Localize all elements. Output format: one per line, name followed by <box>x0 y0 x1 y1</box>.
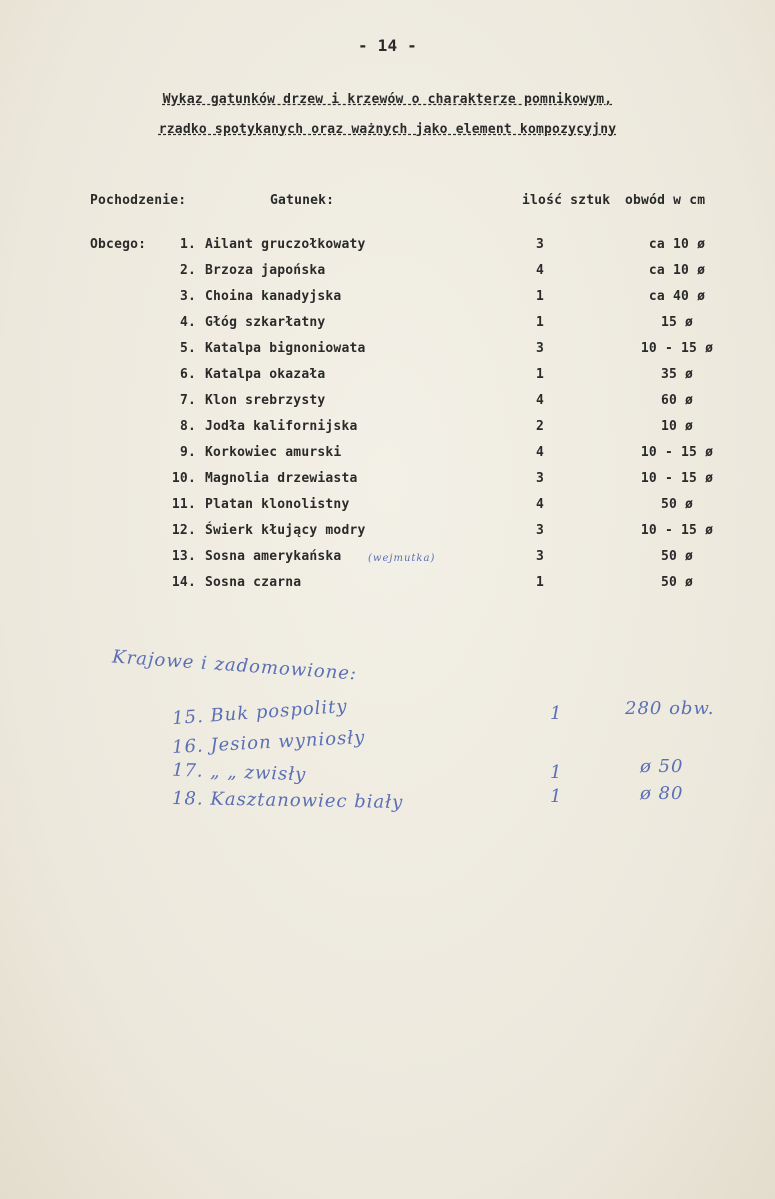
table-row <box>0 471 775 497</box>
row-number: 7. <box>179 393 196 408</box>
tree-count: 2 <box>535 419 545 434</box>
circumference: 50 ø <box>660 549 694 564</box>
row-number: 2. <box>179 263 196 278</box>
header-circumference: obwód w cm <box>625 193 706 208</box>
species-name: Sosna amerykańska <box>205 549 342 564</box>
circumference: ca 40 ø <box>648 289 706 304</box>
row-number: 4. <box>179 315 196 330</box>
row-number: 10. <box>171 471 196 486</box>
circumference: 15 ø <box>660 315 694 330</box>
species-name: Magnolia drzewiasta <box>205 471 358 486</box>
handwritten-row-17: 17. „ „ zwisły <box>171 759 307 786</box>
row-number: 12. <box>171 523 196 538</box>
origin-label: Obcego: <box>90 237 147 252</box>
table-row <box>0 237 775 263</box>
header-origin: Pochodzenie: <box>90 193 187 208</box>
header-species: Gatunek: <box>270 193 335 208</box>
row-number: 13. <box>171 549 196 564</box>
row-number: 8. <box>179 419 196 434</box>
species-name: Jodła kalifornijska <box>205 419 358 434</box>
tree-count: 4 <box>535 445 545 460</box>
handwritten-circ-15: 280 obw. <box>625 698 715 719</box>
table-row <box>0 419 775 445</box>
tree-count: 4 <box>535 263 545 278</box>
row-number: 5. <box>179 341 196 356</box>
tree-count: 3 <box>535 549 545 564</box>
circumference: 60 ø <box>660 393 694 408</box>
tree-count: 4 <box>535 497 545 512</box>
tree-count: 1 <box>535 367 545 382</box>
row-number: 6. <box>179 367 196 382</box>
circumference: 50 ø <box>660 575 694 590</box>
circumference: 10 - 15 ø <box>640 445 714 460</box>
circumference: 35 ø <box>660 367 694 382</box>
table-row <box>0 315 775 341</box>
handwritten-row-16: 16. Jesion wyniosły <box>171 726 366 759</box>
document-title-line-1: Wykaz gatunków drzew i krzewów o charakterze pomnikowym, <box>162 92 613 107</box>
header-count: ilość sztuk <box>522 193 611 208</box>
circumference: ca 10 ø <box>648 237 706 252</box>
species-name: Choina kanadyjska <box>205 289 342 304</box>
handwritten-count-17: 1 <box>550 762 563 783</box>
species-name: Platan klonolistny <box>205 497 350 512</box>
table-row <box>0 445 775 471</box>
table-row <box>0 263 775 289</box>
circumference: 10 - 15 ø <box>640 523 714 538</box>
tree-count: 3 <box>535 237 545 252</box>
table-row <box>0 341 775 367</box>
row-number: 1. <box>179 237 196 252</box>
handwritten-row-15: 15. Buk pospolity <box>171 695 349 730</box>
circumference: 10 - 15 ø <box>640 341 714 356</box>
circumference: 10 ø <box>660 419 694 434</box>
table-row <box>0 575 775 601</box>
row-number: 14. <box>171 575 196 590</box>
species-name: Głóg szkarłatny <box>205 315 326 330</box>
document-title-line-2: rzadko spotykanych oraz ważnych jako element kompozycyjny <box>158 122 617 137</box>
row-number: 9. <box>179 445 196 460</box>
tree-count: 1 <box>535 575 545 590</box>
species-name: Katalpa okazała <box>205 367 326 382</box>
circumference: 10 - 15 ø <box>640 471 714 486</box>
tree-count: 1 <box>535 315 545 330</box>
species-name: Sosna czarna <box>205 575 302 590</box>
handwritten-count-18: 1 <box>550 786 563 807</box>
table-row <box>0 289 775 315</box>
tree-count: 1 <box>535 289 545 304</box>
row-number: 11. <box>171 497 196 512</box>
handwritten-note-wejmutka: (wejmutka) <box>368 553 436 564</box>
handwritten-count-15: 1 <box>550 703 563 724</box>
tree-count: 3 <box>535 471 545 486</box>
tree-count: 3 <box>535 341 545 356</box>
handwritten-circ-17: ø 50 <box>640 756 684 777</box>
species-name: Świerk kłujący modry <box>205 523 366 538</box>
handwritten-circ-18: ø 80 <box>640 783 684 804</box>
species-name: Ailant gruczołkowaty <box>205 237 366 252</box>
circumference: 50 ø <box>660 497 694 512</box>
table-row <box>0 393 775 419</box>
species-name: Korkowiec amurski <box>205 445 342 460</box>
row-number: 3. <box>179 289 196 304</box>
page-number: - 14 - <box>358 36 417 55</box>
table-row <box>0 367 775 393</box>
species-name: Brzoza japońska <box>205 263 326 278</box>
circumference: ca 10 ø <box>648 263 706 278</box>
table-row <box>0 523 775 549</box>
handwritten-row-18: 18. Kasztanowiec biały <box>171 787 404 814</box>
species-name: Katalpa bignoniowata <box>205 341 366 356</box>
species-name: Klon srebrzysty <box>205 393 326 408</box>
handwritten-heading: Krajowe i zadomowione: <box>111 646 358 685</box>
tree-count: 3 <box>535 523 545 538</box>
tree-count: 4 <box>535 393 545 408</box>
table-row <box>0 497 775 523</box>
